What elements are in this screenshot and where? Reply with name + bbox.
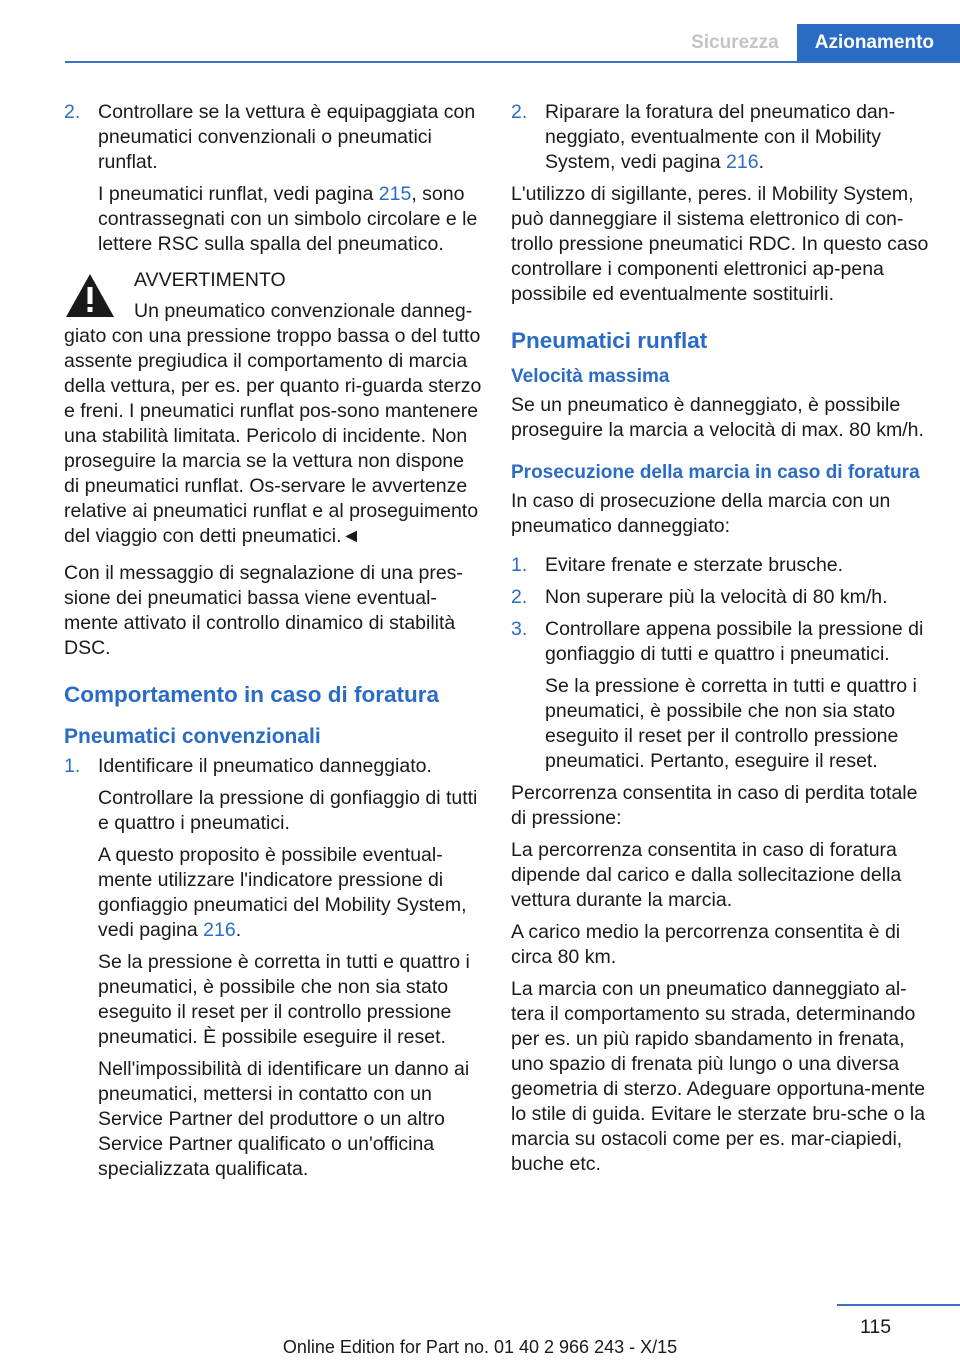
list-number: 2.	[511, 586, 528, 608]
text: A questo proposito è possibile eventual‐mente utilizzare l'indicatore pressione di gonfiaggio pneumatici del Mobility System, vedi pagina	[98, 844, 467, 941]
section-heading-foratura: Comportamento in caso di foratura	[64, 682, 440, 707]
percorrenza-paragraph: La marcia con un pneumatico danneggiato al‐tera il comportamento su strada, determinando per es. un più rapido sbandamento in frenata, uno spazio di frenata più lungo o una diversa geometria di sterzo. Adeguare opportuna‐mente lo stile di guida. Evitare le sterzate bru‐sche o la marcia su ostacoli come per es. mar‐ciapiedi, buche etc.	[511, 978, 926, 1175]
prosecuzione-paragraph: In caso di prosecuzione della marcia con un pneumatico danneggiato:	[511, 490, 891, 537]
list-text: Identificare il pneumatico danneggiato.	[98, 755, 432, 777]
list-number: 1.	[511, 554, 528, 576]
text: I pneumatici runflat, vedi pagina	[98, 183, 379, 205]
warning-text: giato con una pressione troppo bassa o del tutto assente pregiudica il comportamento di marcia della vettura, per es. per quanto ri‐guarda sterzo e freni. I pneumatici runflat pos‐sono mantenere una stabilità limitata. Pericolo di incidente. Non proseguire la marcia se la vettura non dispone di pneumatici runflat. Os‐servare le avvertenze relative ai pneumatici runflat e al proseguimento del viaggio con detti pneumatici.◄	[64, 325, 482, 547]
section-heading-runflat: Pneumatici runflat	[511, 328, 708, 353]
text: .	[235, 919, 242, 941]
edition-footer: Online Edition for Part no. 01 40 2 966 243 - X/15	[282, 1337, 678, 1357]
velocita-paragraph: Se un pneumatico è danneggiato, è possibile proseguire la marcia a velocità di max. 80 km/h.	[511, 394, 924, 441]
list-text: Non superare più la velocità di 80 km/h.	[545, 586, 888, 608]
left-column	[64, 100, 484, 1189]
subheading-convenzionali: Pneumatici convenzionali	[64, 725, 321, 748]
text: , sono contrassegnati con un simbolo circolare e le lettere RSC sulla spalla del pneumatico.	[98, 183, 478, 255]
list-text: Controllare se la vettura è equipaggiata con pneumatici convenzionali o pneumatici runflat.	[98, 101, 476, 173]
percorrenza-paragraph: A carico medio la percorrenza consentita è di circa 80 km.	[511, 921, 901, 968]
list-subtext: Nell'impossibilità di identificare un danno ai pneumatici, mettersi in contatto con un Service Partner del produttore o un altro Service Partner qualificato o un'officina specializzata qualificata.	[98, 1058, 470, 1180]
warning-triangle-icon	[64, 270, 116, 322]
list-subtext: Se la pressione è corretta in tutti e quattro i pneumatici, è possibile che non sia stato eseguito il reset per il controllo pressione pneumatici. È possibile eseguire il reset.	[98, 951, 470, 1048]
tab-sicurezza[interactable]: Sicurezza	[673, 24, 797, 62]
subheading-velocita: Velocità massima	[511, 366, 670, 387]
list-subtext: Controllare la pressione di gonfiaggio di tutti e quattro i pneumatici.	[98, 787, 478, 834]
list-subtext	[98, 843, 484, 943]
page-link-216[interactable]: 216	[203, 919, 236, 941]
percorrenza-paragraph: Percorrenza consentita in caso di perdita totale di pressione:	[511, 782, 918, 829]
header-rule	[65, 61, 960, 63]
warning-first-line: Un pneumatico convenzionale danneg‐	[134, 300, 473, 322]
sealant-paragraph: L'utilizzo di sigillante, peres. il Mobility System, può danneggiare il sistema elettronico di con‐trollo pressione pneumatici RDC. In questo caso controllare i componenti elettronici ap‐pena possibile ed eventualmente sostituirli.	[511, 183, 929, 305]
tab-azionamento[interactable]: Azionamento	[797, 24, 960, 62]
list-item	[511, 617, 933, 667]
warning-header	[64, 264, 484, 324]
page-link-216[interactable]: 216	[726, 151, 759, 173]
page-number: 115	[860, 1316, 892, 1338]
list-text: Controllare appena possibile la pressione di gonfiaggio di tutti e quattro i pneumatici.	[545, 618, 924, 665]
list-number: 2.	[511, 101, 528, 123]
list-item	[511, 100, 933, 175]
text: .	[758, 151, 764, 173]
list-text	[545, 100, 933, 175]
warning-heading	[134, 264, 472, 324]
dsc-paragraph: Con il messaggio di segnalazione di una pres‐sione dei pneumatici bassa viene eventual‐mente attivato il controllo dinamico di stabilità DSC.	[64, 562, 463, 659]
list-item	[64, 754, 484, 779]
list-item	[511, 585, 933, 610]
warning-title: AVVERTIMENTO	[134, 269, 286, 291]
list-subtext: Se la pressione è corretta in tutti e quattro i pneumatici, è possibile che non sia stato eseguito il reset per il controllo pressione pneumatici. Pertanto, eseguire il reset.	[545, 675, 917, 772]
footer-rule	[837, 1304, 960, 1306]
list-number: 3.	[511, 618, 528, 640]
percorrenza-paragraph: La percorrenza consentita in caso di foratura dipende dal carico e dalla sollecitazione della vettura durante la marcia.	[511, 839, 902, 911]
list-number: 2.	[64, 101, 81, 123]
list-text: Evitare frenate e sterzate brusche.	[545, 554, 844, 576]
list-item	[64, 100, 484, 175]
warning-block	[64, 264, 484, 549]
list-item	[511, 553, 933, 578]
text: Riparare la foratura del pneumatico dan‐neggiato, eventualmente con il Mobility System, vedi pagina	[545, 101, 896, 173]
header-tabs	[673, 24, 960, 62]
subheading-prosecuzione: Prosecuzione della marcia in caso di foratura	[511, 462, 920, 483]
list-number: 1.	[64, 755, 81, 777]
page-link-215[interactable]: 215	[378, 183, 412, 205]
right-column	[511, 100, 933, 1184]
runflat-note	[98, 182, 484, 257]
